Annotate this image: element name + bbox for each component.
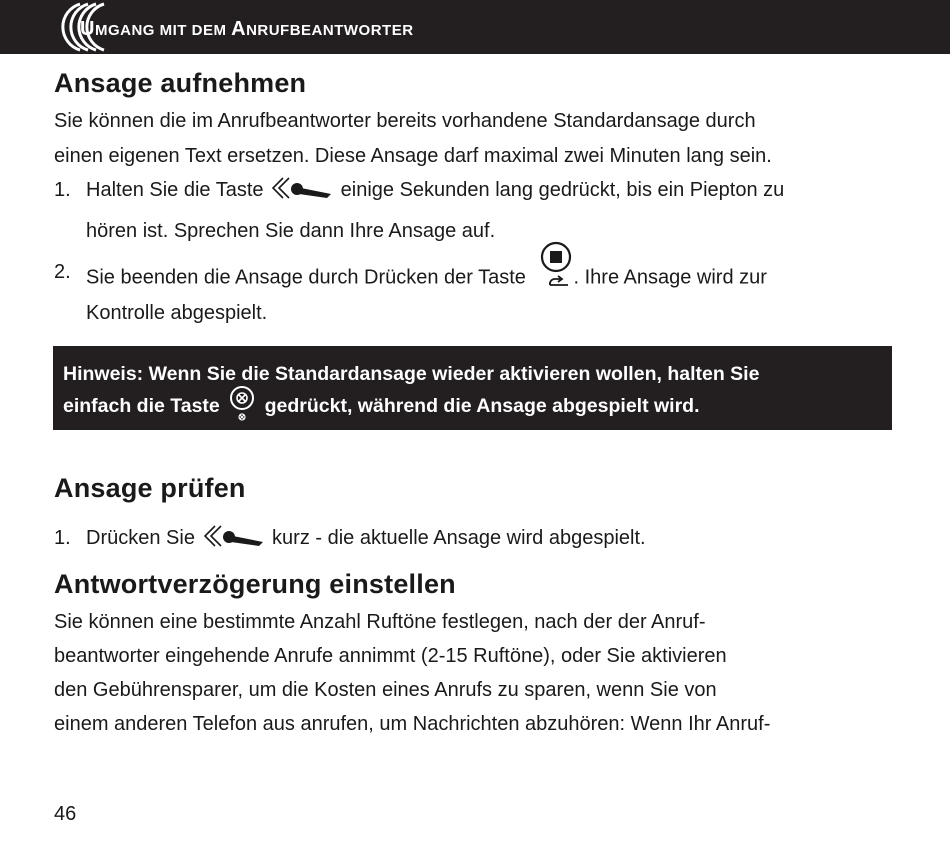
header-bar: [0, 0, 950, 54]
step-text: Sie beenden die Ansage durch Drücken der Taste . Ihre Ansage wird zur: [86, 261, 767, 295]
note-line: einfach die Taste gedrückt, während die Ansage abgespielt wird.: [63, 388, 700, 426]
step-number: 1.: [54, 527, 71, 549]
greeting-record-icon: [201, 522, 267, 550]
page-number: 46: [54, 803, 77, 825]
chapter-title: UMGANG MIT DEM ANRUFBEANTWORTER: [80, 18, 414, 40]
body-line: den Gebührensparer, um die Kosten eines Anrufs zu sparen, wenn Sie von: [54, 679, 717, 701]
intro-line: Sie können die im Anrufbeantworter bereits vorhandene Standardansage durch: [54, 110, 756, 132]
note-line: Hinweis: Wenn Sie die Standardansage wieder aktivieren wollen, halten Sie: [63, 363, 760, 385]
step-number: 1.: [54, 179, 71, 201]
intro-line: einen eigenen Text ersetzen. Diese Ansage darf maximal zwei Minuten lang sein.: [54, 145, 772, 167]
step-text-continued: hören ist. Sprechen Sie dann Ihre Ansage auf.: [86, 220, 496, 242]
step-text: Halten Sie die Taste einige Sekunden lang gedrückt, bis ein Piepton zu: [86, 179, 784, 202]
stop-return-icon: [538, 241, 574, 295]
greeting-record-icon: [269, 174, 335, 202]
step-text-continued: Kontrolle abgespielt.: [86, 302, 268, 324]
step-text: Drücken Sie kurz - die aktuelle Ansage wird abgespielt.: [86, 527, 646, 550]
section-heading-check: Ansage prüfen: [54, 473, 246, 503]
delete-icon: [225, 384, 259, 426]
body-line: Sie können eine bestimmte Anzahl Ruftöne festlegen, nach der der Anruf-: [54, 611, 706, 633]
section-heading-record: Ansage aufnehmen: [54, 68, 307, 98]
step-number: 2.: [54, 261, 71, 283]
body-line: einem anderen Telefon aus anrufen, um Nachrichten abzuhören: Wenn Ihr Anruf-: [54, 713, 771, 735]
section-heading-delay: Antwortverzögerung einstellen: [54, 569, 456, 599]
note-box: [53, 346, 892, 430]
body-line: beantworter eingehende Anrufe annimmt (2-15 Ruftöne), oder Sie aktivieren: [54, 645, 727, 667]
